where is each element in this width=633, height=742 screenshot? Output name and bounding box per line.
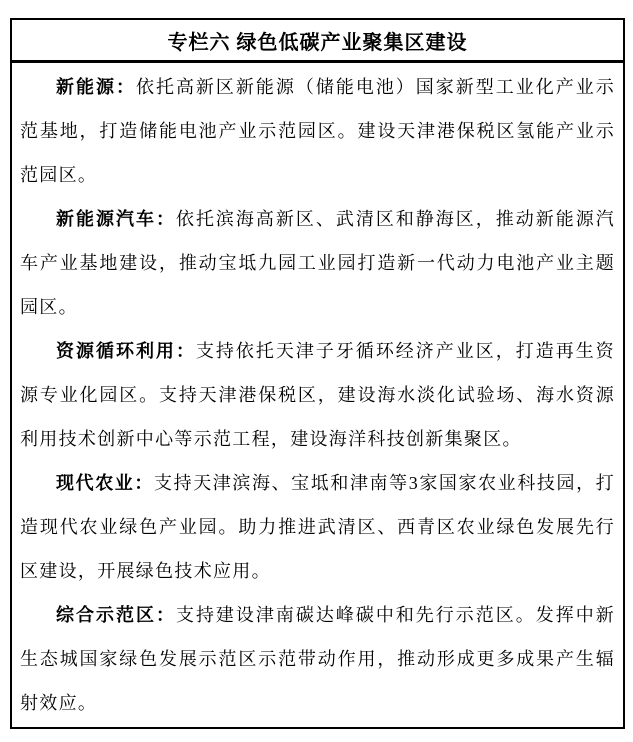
- section-label: 资源循环利用: [56, 341, 176, 361]
- section-text: 支持天津滨海、宝坻和津南等3家国家农业科技园，打造现代农业绿色产业园。助力推进武清区、西青区农业绿色发展先行区建设，开展绿色技术应用。: [20, 473, 615, 581]
- section-text: 支持建设津南碳达峰碳中和先行示范区。发挥中新生态城国家绿色发展示范区示范带动作用，推动形成更多成果产生辐射效应。: [20, 605, 616, 713]
- section-text: 依托高新区新能源（储能电池）国家新型工业化产业示范基地，打造储能电池产业示范园区。建设天津港保税区氢能产业示范园区。: [20, 77, 615, 185]
- section-label: 新能源汽车: [56, 209, 156, 229]
- callout-title: [12, 20, 623, 63]
- section-text: 依托滨海高新区、武清区和静海区，推动新能源汽车产业基地建设，推动宝坻九园工业园打造新一代动力电池产业主题园区。: [20, 209, 616, 317]
- section-colon: ：: [134, 473, 154, 493]
- section-colon: ：: [175, 341, 196, 361]
- section-paragraph-new-energy-vehicles: [20, 197, 615, 329]
- section-colon: ：: [115, 77, 136, 97]
- section-text: 支持依托天津子牙循环经济产业区，打造再生资源专业化园区。支持天津港保税区，建设海水淡化试验场、海水资源利用技术创新中心等示范工程，建设海洋科技创新集聚区。: [20, 341, 615, 449]
- section-colon: ：: [155, 209, 176, 229]
- section-label: 现代农业: [56, 473, 135, 493]
- section-paragraph-resource-recycling: [20, 329, 615, 461]
- section-label: 综合示范区: [56, 605, 156, 625]
- section-label: 新能源: [56, 77, 116, 97]
- callout-body: [12, 63, 623, 725]
- section-paragraph-modern-agriculture: [20, 461, 615, 593]
- callout-title-text: 专栏六 绿色低碳产业聚集区建设: [167, 31, 468, 54]
- section-paragraph-comprehensive-demo: [20, 593, 615, 725]
- section-paragraph-new-energy: [20, 65, 615, 197]
- section-colon: ：: [155, 605, 176, 625]
- callout-box: [10, 18, 625, 729]
